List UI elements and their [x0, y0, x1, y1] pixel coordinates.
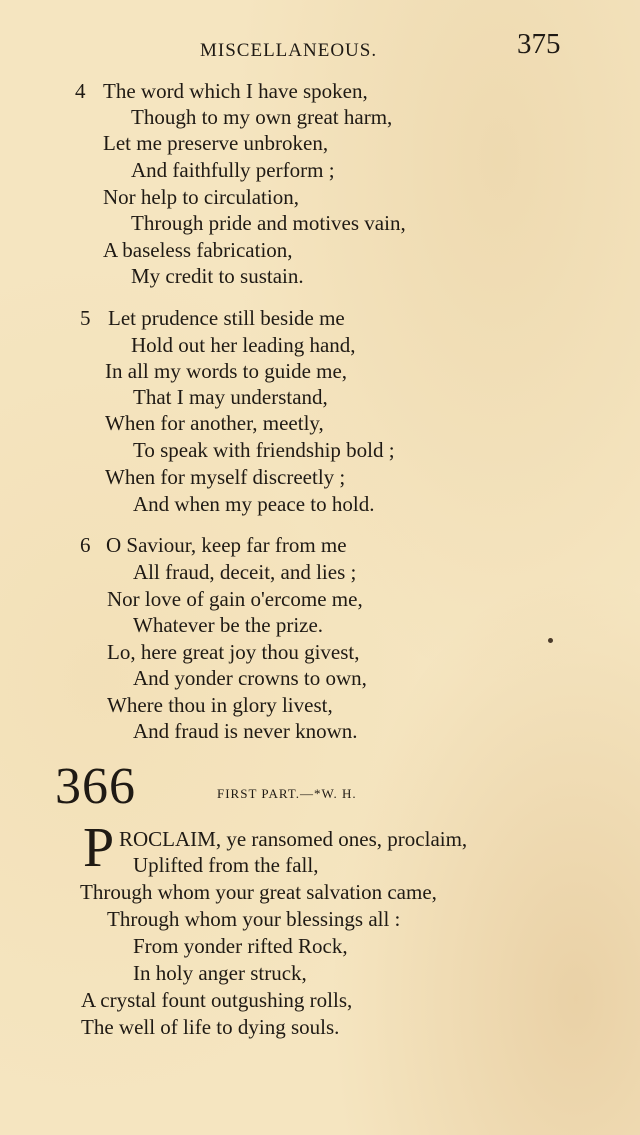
hymn-number: 366 — [55, 758, 136, 815]
verse-line: Lo, here great joy thou givest, — [107, 640, 360, 664]
verse-line: And faithfully perform ; — [131, 158, 335, 182]
verse-line: To speak with friendship bold ; — [133, 438, 395, 462]
verse-number: 5 — [80, 306, 91, 330]
hymn-line: Through whom your blessings all : — [107, 907, 401, 931]
verse-number: 6 — [80, 533, 91, 557]
verse-line: Let prudence still beside me — [108, 306, 345, 330]
verse-line: O Saviour, keep far from me — [106, 533, 347, 557]
verse-line: A baseless fabrication, — [103, 238, 293, 262]
verse-line: Through pride and motives vain, — [131, 211, 406, 235]
verse-number: 4 — [75, 79, 86, 103]
hymn-line: In holy anger struck, — [133, 961, 307, 985]
hymn-line: A crystal fount outgushing rolls, — [81, 988, 353, 1012]
running-header: MISCELLANEOUS. — [200, 40, 378, 61]
hymn-line: Through whom your great salvation came, — [80, 880, 437, 904]
verse-line: And fraud is never known. — [133, 719, 358, 743]
hymn-subtitle: FIRST PART.—*W. H. — [217, 786, 357, 801]
verse-line: Though to my own great harm, — [131, 105, 393, 129]
verse-line: Nor help to circulation, — [103, 185, 299, 209]
verse-line: In all my words to guide me, — [105, 359, 348, 383]
drop-cap: P — [83, 817, 115, 879]
verse-line: And when my peace to hold. — [133, 492, 375, 516]
verse-line: Whatever be the prize. — [133, 613, 324, 637]
hymn-line: ROCLAIM, ye ransomed ones, proclaim, — [119, 827, 468, 851]
verse-line: Hold out her leading hand, — [131, 333, 356, 357]
verse-line: My credit to sustain. — [131, 264, 304, 288]
verse-line: Let me preserve unbroken, — [103, 131, 329, 155]
verse-line: When for myself discreetly ; — [105, 465, 346, 489]
verse-line: And yonder crowns to own, — [133, 666, 367, 690]
verse-line: That I may understand, — [133, 385, 328, 409]
verse-line: All fraud, deceit, and lies ; — [133, 560, 357, 584]
hymn-line: The well of life to dying souls. — [81, 1015, 340, 1039]
verse-line: Nor love of gain o'ercome me, — [107, 587, 363, 611]
hymn-line: Uplifted from the fall, — [133, 853, 319, 877]
hymn-line: From yonder rifted Rock, — [133, 934, 348, 958]
verse-line: Where thou in glory livest, — [107, 693, 333, 717]
verse-line: When for another, meetly, — [105, 411, 324, 435]
verse-line: The word which I have spoken, — [103, 79, 368, 103]
ink-speck — [548, 638, 553, 643]
page-number: 375 — [517, 28, 561, 60]
